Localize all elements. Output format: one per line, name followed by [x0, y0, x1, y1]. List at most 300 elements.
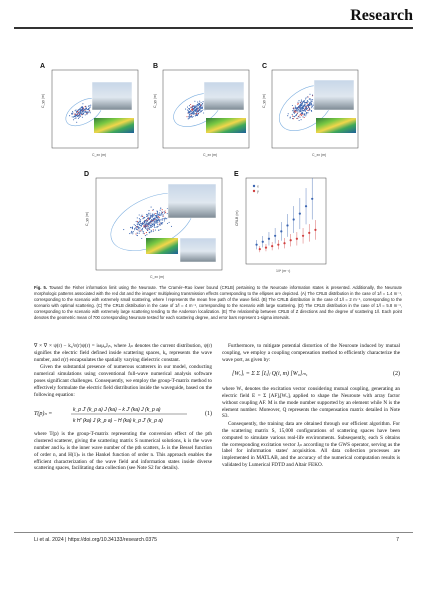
scatter-point — [157, 224, 158, 225]
scatter-point — [130, 227, 131, 228]
scatter-point — [292, 116, 293, 117]
scatter-point — [161, 214, 162, 215]
scatter-point — [73, 117, 74, 118]
scatter-point — [312, 95, 313, 96]
scatter-point — [86, 112, 87, 113]
scatter-point — [145, 224, 146, 225]
scatter-point — [156, 219, 157, 220]
legend-label-y: y — [257, 189, 259, 194]
scatter-point — [157, 218, 158, 219]
scatter-point — [139, 227, 140, 228]
scatter-point — [82, 117, 83, 118]
scatter-point — [158, 219, 159, 220]
scatter-point — [305, 110, 306, 111]
scatter-point — [191, 111, 192, 112]
scatter-point — [293, 116, 294, 117]
scatter-point — [136, 235, 137, 236]
scatter-point — [190, 116, 191, 117]
scatter-point — [301, 115, 302, 116]
scatter-point — [308, 104, 309, 105]
scatter-point — [139, 214, 140, 215]
scatter-point — [305, 106, 306, 107]
scatter-point — [299, 120, 300, 121]
scatter-point — [306, 105, 307, 106]
scatter-point — [301, 119, 302, 120]
scatter-point — [196, 112, 197, 113]
scatter-point — [311, 107, 312, 108]
scatter-point — [146, 223, 147, 224]
scatter-point — [296, 118, 297, 119]
data-point-y — [314, 229, 316, 231]
scatter-point — [300, 111, 301, 112]
scatter-point — [153, 225, 154, 226]
scatter-point — [147, 230, 148, 231]
scatter-point — [154, 218, 155, 219]
scatter-point — [307, 112, 308, 113]
scatter-point — [309, 109, 310, 110]
data-point-y — [271, 245, 273, 247]
heatmap-b — [206, 118, 246, 133]
scatter-point — [202, 103, 203, 104]
figure-panels — [0, 0, 427, 300]
scatter-point — [298, 106, 299, 107]
scatter-point — [197, 109, 198, 110]
scatter-point — [309, 108, 310, 109]
scatter-point — [200, 110, 201, 111]
scatter-point — [199, 112, 200, 113]
scatter-point — [295, 107, 296, 108]
panel-label-a: A — [40, 63, 46, 70]
scatter-point — [159, 223, 160, 224]
scatter-point — [146, 229, 147, 230]
heatmap-c — [316, 118, 356, 133]
scatter-point — [153, 231, 154, 232]
scatter-point — [137, 221, 138, 222]
scatter-point — [203, 112, 204, 113]
scatter-point — [307, 100, 308, 101]
scatter-point — [155, 213, 156, 214]
data-point-y — [302, 235, 304, 237]
legend-marker-x — [253, 185, 255, 187]
e-x-axis-label: 1/l* (m⁻¹) — [276, 269, 291, 273]
scatter-point — [156, 221, 157, 222]
scatter-point — [140, 223, 141, 224]
scatter-point — [162, 216, 163, 217]
right-paragraph-1: Furthermore, to mitigate potential distortion of the Neuroute induced by mutual coupling, we employ a coupling compensation method to efficiently characterize the wave port, as given by: — [222, 343, 400, 363]
scatter-point — [287, 115, 288, 116]
scatter-point — [150, 225, 151, 226]
scatter-point — [141, 216, 142, 217]
scatter-point — [299, 108, 300, 109]
scene-photo-c — [314, 80, 354, 110]
scatter-point — [139, 233, 140, 234]
legend-marker-y — [253, 190, 255, 192]
scatter-point — [157, 215, 158, 216]
panel-label-d: D — [84, 171, 90, 178]
scatter-point — [162, 218, 163, 219]
scatter-point — [83, 108, 84, 109]
scatter-point — [141, 215, 142, 216]
panel-label-e: E — [234, 171, 239, 178]
scatter-point — [292, 105, 293, 106]
scatter-point — [299, 110, 300, 111]
scatter-point — [193, 111, 194, 112]
scatter-point — [304, 113, 305, 114]
scatter-point — [132, 232, 133, 233]
scatter-point — [298, 111, 299, 112]
scene-photo-a — [92, 82, 132, 110]
scatter-point — [147, 218, 148, 219]
scatter-point — [143, 225, 144, 226]
scatter-point — [158, 216, 159, 217]
data-point-x — [286, 224, 288, 226]
scatter-point — [144, 220, 145, 221]
scatter-point — [90, 106, 91, 107]
scatter-point — [306, 113, 307, 114]
y-axis-label-b: C_yy (m) — [153, 93, 157, 108]
scatter-point — [151, 223, 152, 224]
x-axis-label-b: C_xx (m) — [203, 153, 218, 157]
scatter-point — [78, 115, 79, 116]
scatter-point — [159, 217, 160, 218]
scatter-point — [164, 219, 165, 220]
scatter-point — [150, 220, 151, 221]
scatter-point — [165, 212, 166, 213]
scatter-point — [134, 224, 135, 225]
scatter-point — [202, 106, 203, 107]
scatter-point — [165, 218, 166, 219]
scatter-point — [143, 218, 144, 219]
scatter-point — [299, 117, 300, 118]
scatter-point — [88, 106, 89, 107]
scatter-point — [164, 213, 165, 214]
scatter-point — [72, 111, 73, 112]
scatter-point — [136, 221, 137, 222]
footer-rule — [14, 532, 413, 533]
scatter-point — [153, 218, 154, 219]
panel-c — [262, 70, 358, 157]
scatter-point — [191, 109, 192, 110]
scatter-point — [148, 223, 149, 224]
scatter-point — [89, 111, 90, 112]
left-column — [34, 343, 212, 473]
scatter-point — [292, 110, 293, 111]
equation-1 — [34, 403, 212, 425]
scatter-point — [159, 215, 160, 216]
scatter-point — [146, 214, 147, 215]
scatter-point — [166, 218, 167, 219]
scatter-point — [161, 219, 162, 220]
scatter-point — [157, 222, 158, 223]
scatter-point — [295, 110, 296, 111]
scatter-point — [88, 112, 89, 113]
scatter-point — [151, 231, 152, 232]
scatter-point — [157, 212, 158, 213]
scatter-point — [138, 224, 139, 225]
scatter-point — [190, 107, 191, 108]
y-axis-label-c: C_yy (m) — [262, 93, 266, 108]
data-point-x — [268, 238, 270, 240]
data-point-y — [277, 244, 279, 246]
data-point-x — [274, 235, 276, 237]
panel-e-chart — [235, 178, 326, 273]
scatter-point — [139, 224, 140, 225]
scene-photo-b — [204, 82, 244, 110]
scatter-point — [195, 115, 196, 116]
scatter-point — [300, 105, 301, 106]
scatter-point — [295, 112, 296, 113]
scatter-point — [151, 215, 152, 216]
scatter-point — [167, 223, 168, 224]
data-point-x — [280, 230, 282, 232]
scatter-point — [86, 114, 87, 115]
scatter-point — [297, 111, 298, 112]
scatter-point — [156, 210, 157, 211]
scatter-point — [306, 102, 307, 103]
scatter-point — [190, 110, 191, 111]
scatter-point — [307, 96, 308, 97]
scatter-point — [161, 213, 162, 214]
scatter-point — [169, 222, 170, 223]
scatter-point — [162, 209, 163, 210]
scatter-point — [295, 105, 296, 106]
scatter-point — [123, 229, 124, 230]
scatter-point — [84, 111, 85, 112]
scatter-point — [146, 232, 147, 233]
scatter-point — [76, 112, 77, 113]
scatter-point — [156, 213, 157, 214]
caption-lead: Fig. 5. — [34, 285, 48, 290]
scatter-point — [303, 101, 304, 102]
scatter-point — [132, 228, 133, 229]
scatter-point — [153, 224, 154, 225]
scatter-point — [307, 103, 308, 104]
scatter-point — [136, 228, 137, 229]
scatter-point — [167, 213, 168, 214]
journal-title: Research — [350, 7, 413, 24]
scatter-point — [90, 105, 91, 106]
scatter-point — [131, 232, 132, 233]
scatter-point — [78, 112, 79, 113]
scatter-point — [82, 109, 83, 110]
left-paragraph-1: ∇ × ∇ × ψ(r) − k₀²ε(r)ψ(r) = iωμ₀Jᵢₙ, where Jᵢₙ denotes the current distribution, ψ(r) signifies the electric field defined inside scattering spaces, k₀ represents the wave number, and ε(r) encapsulates the spatially varying dielectric constant. — [34, 343, 212, 363]
scatter-point — [309, 102, 310, 103]
scatter-point — [303, 106, 304, 107]
scatter-point — [141, 225, 142, 226]
scatter-point — [309, 94, 310, 95]
scatter-point — [162, 214, 163, 215]
scatter-point — [199, 109, 200, 110]
scatter-point — [309, 98, 310, 99]
scatter-point — [142, 216, 143, 217]
scatter-point — [154, 219, 155, 220]
scatter-point — [160, 210, 161, 211]
scatter-point — [149, 214, 150, 215]
scatter-point — [85, 108, 86, 109]
scatter-point — [300, 102, 301, 103]
scatter-point — [296, 114, 297, 115]
scatter-point — [311, 110, 312, 111]
scatter-point — [76, 122, 77, 123]
scatter-point — [147, 225, 148, 226]
scatter-point — [197, 104, 198, 105]
scatter-point — [156, 215, 157, 216]
scatter-point — [303, 110, 304, 111]
scatter-point — [305, 111, 306, 112]
scatter-point — [150, 217, 151, 218]
scatter-point — [135, 233, 136, 234]
scatter-point — [202, 108, 203, 109]
scatter-point — [196, 108, 197, 109]
scatter-point — [290, 117, 291, 118]
scatter-point — [300, 103, 301, 104]
scatter-point — [199, 104, 200, 105]
panel-b — [153, 70, 249, 157]
scatter-point — [72, 114, 73, 115]
scatter-point — [86, 109, 87, 110]
scatter-point — [147, 215, 148, 216]
scatter-point — [143, 231, 144, 232]
equation-2-number: (2) — [393, 371, 400, 378]
scatter-point — [308, 110, 309, 111]
scatter-point — [152, 221, 153, 222]
scatter-point — [192, 112, 193, 113]
scatter-point — [306, 112, 307, 113]
scatter-point — [148, 228, 149, 229]
data-point-x — [299, 213, 301, 215]
scatter-point — [147, 221, 148, 222]
scatter-point — [311, 105, 312, 106]
data-point-x — [311, 198, 313, 200]
data-point-y — [296, 238, 298, 240]
scatter-point — [297, 107, 298, 108]
scatter-point — [85, 114, 86, 115]
scatter-point — [152, 217, 153, 218]
scatter-point — [154, 213, 155, 214]
scatter-point — [74, 118, 75, 119]
scatter-point — [201, 107, 202, 108]
scatter-point — [160, 208, 161, 209]
scatter-point — [288, 113, 289, 114]
scatter-point — [305, 115, 306, 116]
scatter-point — [312, 99, 313, 100]
scatter-point — [149, 232, 150, 233]
scatter-point — [149, 229, 150, 230]
equation-2-body: [Wᵥ]ᵢ = Σ Σ [Iᵢ]ⱼ Q(i, m) [W₀]ₘ, — [232, 371, 308, 378]
x-axis-label-a: C_xx (m) — [92, 153, 107, 157]
scatter-point — [300, 110, 301, 111]
scatter-point — [303, 108, 304, 109]
scatter-point — [144, 221, 145, 222]
scatter-point — [305, 98, 306, 99]
scatter-point — [146, 222, 147, 223]
scatter-point — [135, 227, 136, 228]
page-number: 7 — [396, 537, 399, 543]
scatter-point — [82, 103, 83, 104]
scatter-point — [310, 99, 311, 100]
scatter-point — [197, 115, 198, 116]
scatter-point — [189, 105, 190, 106]
scatter-point — [294, 111, 295, 112]
data-point-y — [308, 232, 310, 234]
heatmap-a — [94, 118, 134, 133]
scatter-point — [83, 109, 84, 110]
scatter-point — [309, 105, 310, 106]
scatter-point — [79, 108, 80, 109]
scatter-point — [294, 113, 295, 114]
scatter-point — [297, 112, 298, 113]
scatter-point — [81, 107, 82, 108]
scatter-point — [82, 111, 83, 112]
scatter-point — [198, 111, 199, 112]
equation-1-fraction — [69, 403, 189, 425]
scatter-point — [75, 115, 76, 116]
scatter-point — [305, 102, 306, 103]
scatter-point — [202, 110, 203, 111]
scatter-point — [148, 226, 149, 227]
scatter-point — [159, 221, 160, 222]
scatter-point — [194, 107, 195, 108]
scatter-point — [154, 227, 155, 228]
scatter-point — [194, 105, 195, 106]
scatter-point — [199, 106, 200, 107]
scatter-point — [155, 223, 156, 224]
scatter-point — [84, 110, 85, 111]
scatter-point — [149, 222, 150, 223]
scatter-point — [78, 109, 79, 110]
scatter-point — [302, 114, 303, 115]
scatter-point — [165, 210, 166, 211]
left-paragraph-3: where T(p) is the group-T-matrix representing the conversion effect of the pth clustered scatterer, giving the scattering matrix S numerical solutions, k is the wave number and kₚ is the inner wave number of the pth scatters, Jₙ is the Bessel function of order n, and H(1)ₙ is the Hankel function of order n. This approach enables the efficient characterization of the wave field and information states inside diverse scattering spaces, facilitating data collection (see Note S2 for details). — [34, 431, 212, 472]
scatter-point — [195, 109, 196, 110]
scatter-point — [192, 106, 193, 107]
scatter-point — [141, 238, 142, 239]
scatter-point — [136, 227, 137, 228]
scatter-point — [298, 116, 299, 117]
scatter-point — [142, 218, 143, 219]
scatter-point — [160, 222, 161, 223]
scatter-point — [146, 219, 147, 220]
scatter-point — [148, 213, 149, 214]
scatter-point — [299, 107, 300, 108]
scatter-point — [129, 233, 130, 234]
scatter-point — [300, 113, 301, 114]
scatter-point — [141, 223, 142, 224]
y-axis-label-d: C_yy (m) — [85, 211, 89, 226]
e-y-axis-label: CRLB (m) — [235, 210, 239, 226]
scatter-point — [311, 101, 312, 102]
scatter-point — [293, 118, 294, 119]
scatter-point — [293, 110, 294, 111]
scatter-point — [189, 117, 190, 118]
scatter-point — [308, 106, 309, 107]
scatter-point — [151, 230, 152, 231]
scatter-point — [139, 228, 140, 229]
scatter-point — [76, 117, 77, 118]
scatter-point — [138, 227, 139, 228]
scatter-point — [298, 100, 299, 101]
heatmap-d-1 — [146, 238, 178, 254]
scatter-point — [197, 110, 198, 111]
scatter-point — [153, 229, 154, 230]
scatter-point — [192, 117, 193, 118]
scatter-point — [292, 118, 293, 119]
scatter-point — [143, 223, 144, 224]
scatter-point — [194, 113, 195, 114]
scatter-point — [132, 233, 133, 234]
scatter-point — [194, 101, 195, 102]
scatter-point — [148, 210, 149, 211]
